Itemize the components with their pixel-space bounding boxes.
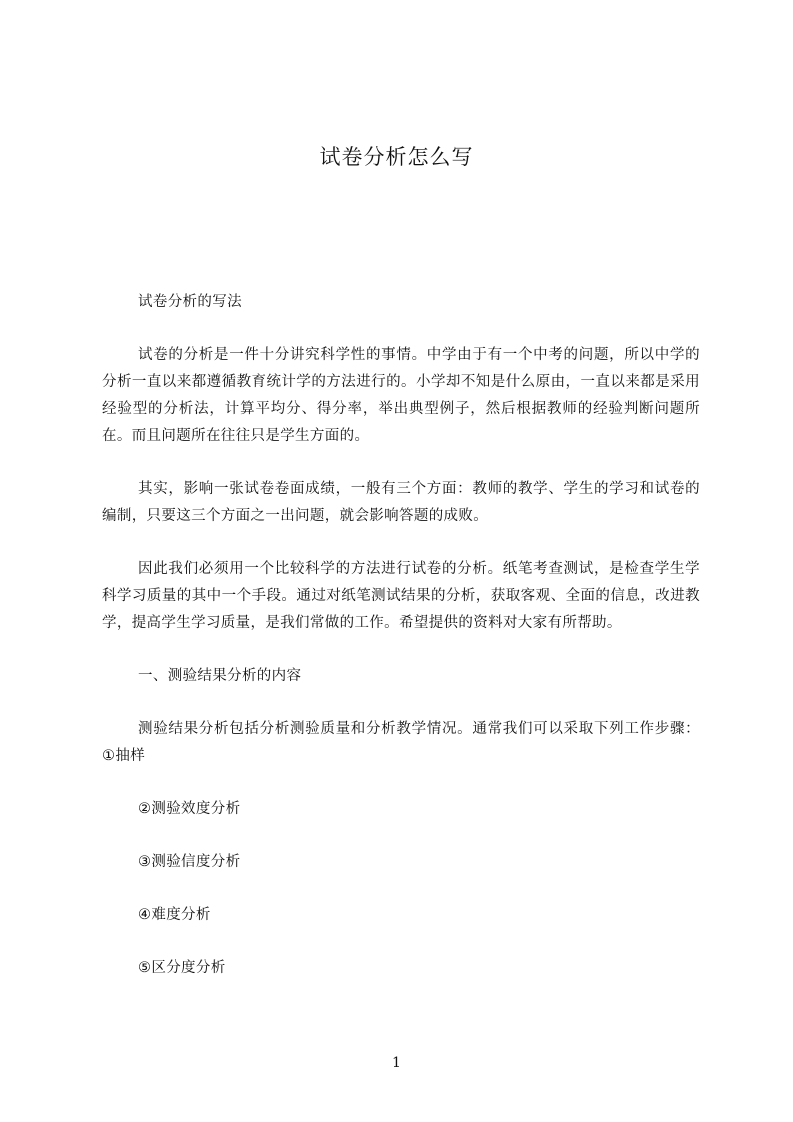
step-discrimination: ⑤区分度分析: [138, 960, 226, 976]
section-heading-method: 试卷分析的写法: [138, 294, 242, 310]
paragraph-factors: 其实，影响一张试卷卷面成绩，一般有三个方面：教师的教学、学生的学习和试卷的编制，只要这三个方面之一出问题，就会影响答题的成败。: [102, 481, 700, 524]
step-validity: ②测验效度分析: [138, 801, 241, 817]
document-title: 试卷分析怎么写: [319, 145, 474, 169]
paragraph-intro: 试卷的分析是一件十分讲究科学性的事情。中学由于有一个中考的问题，所以中学的分析一直以来都遵循教育统计学的方法进行的。小学却不知是什么原由，一直以来都是采用经验型的分析法，计算平均分、得分率，举出典型例子，然后根据教师的经验判断问题所在。而且问题所在往往只是学生方面的。: [102, 347, 700, 444]
document-body: [102, 289, 700, 1008]
section-heading-content: 一、测验结果分析的内容: [138, 668, 302, 684]
page-number: 1: [392, 1055, 401, 1071]
paragraph-scientific-method: 因此我们必须用一个比较科学的方法进行试卷的分析。纸笔考查测试，是检查学生学科学习质量的其中一个手段。通过对纸笔测试结果的分析，获取客观、全面的信息，改进教学，提高学生学习质量，是我们常做的工作。希望提供的资料对大家有所帮助。: [102, 561, 700, 631]
step-reliability: ③测验信度分析: [138, 854, 241, 870]
step-difficulty: ④难度分析: [138, 907, 211, 923]
paragraph-steps-intro: 测验结果分析包括分析测验质量和分析教学情况。通常我们可以采取下列工作步骤：①抽样: [102, 721, 700, 764]
